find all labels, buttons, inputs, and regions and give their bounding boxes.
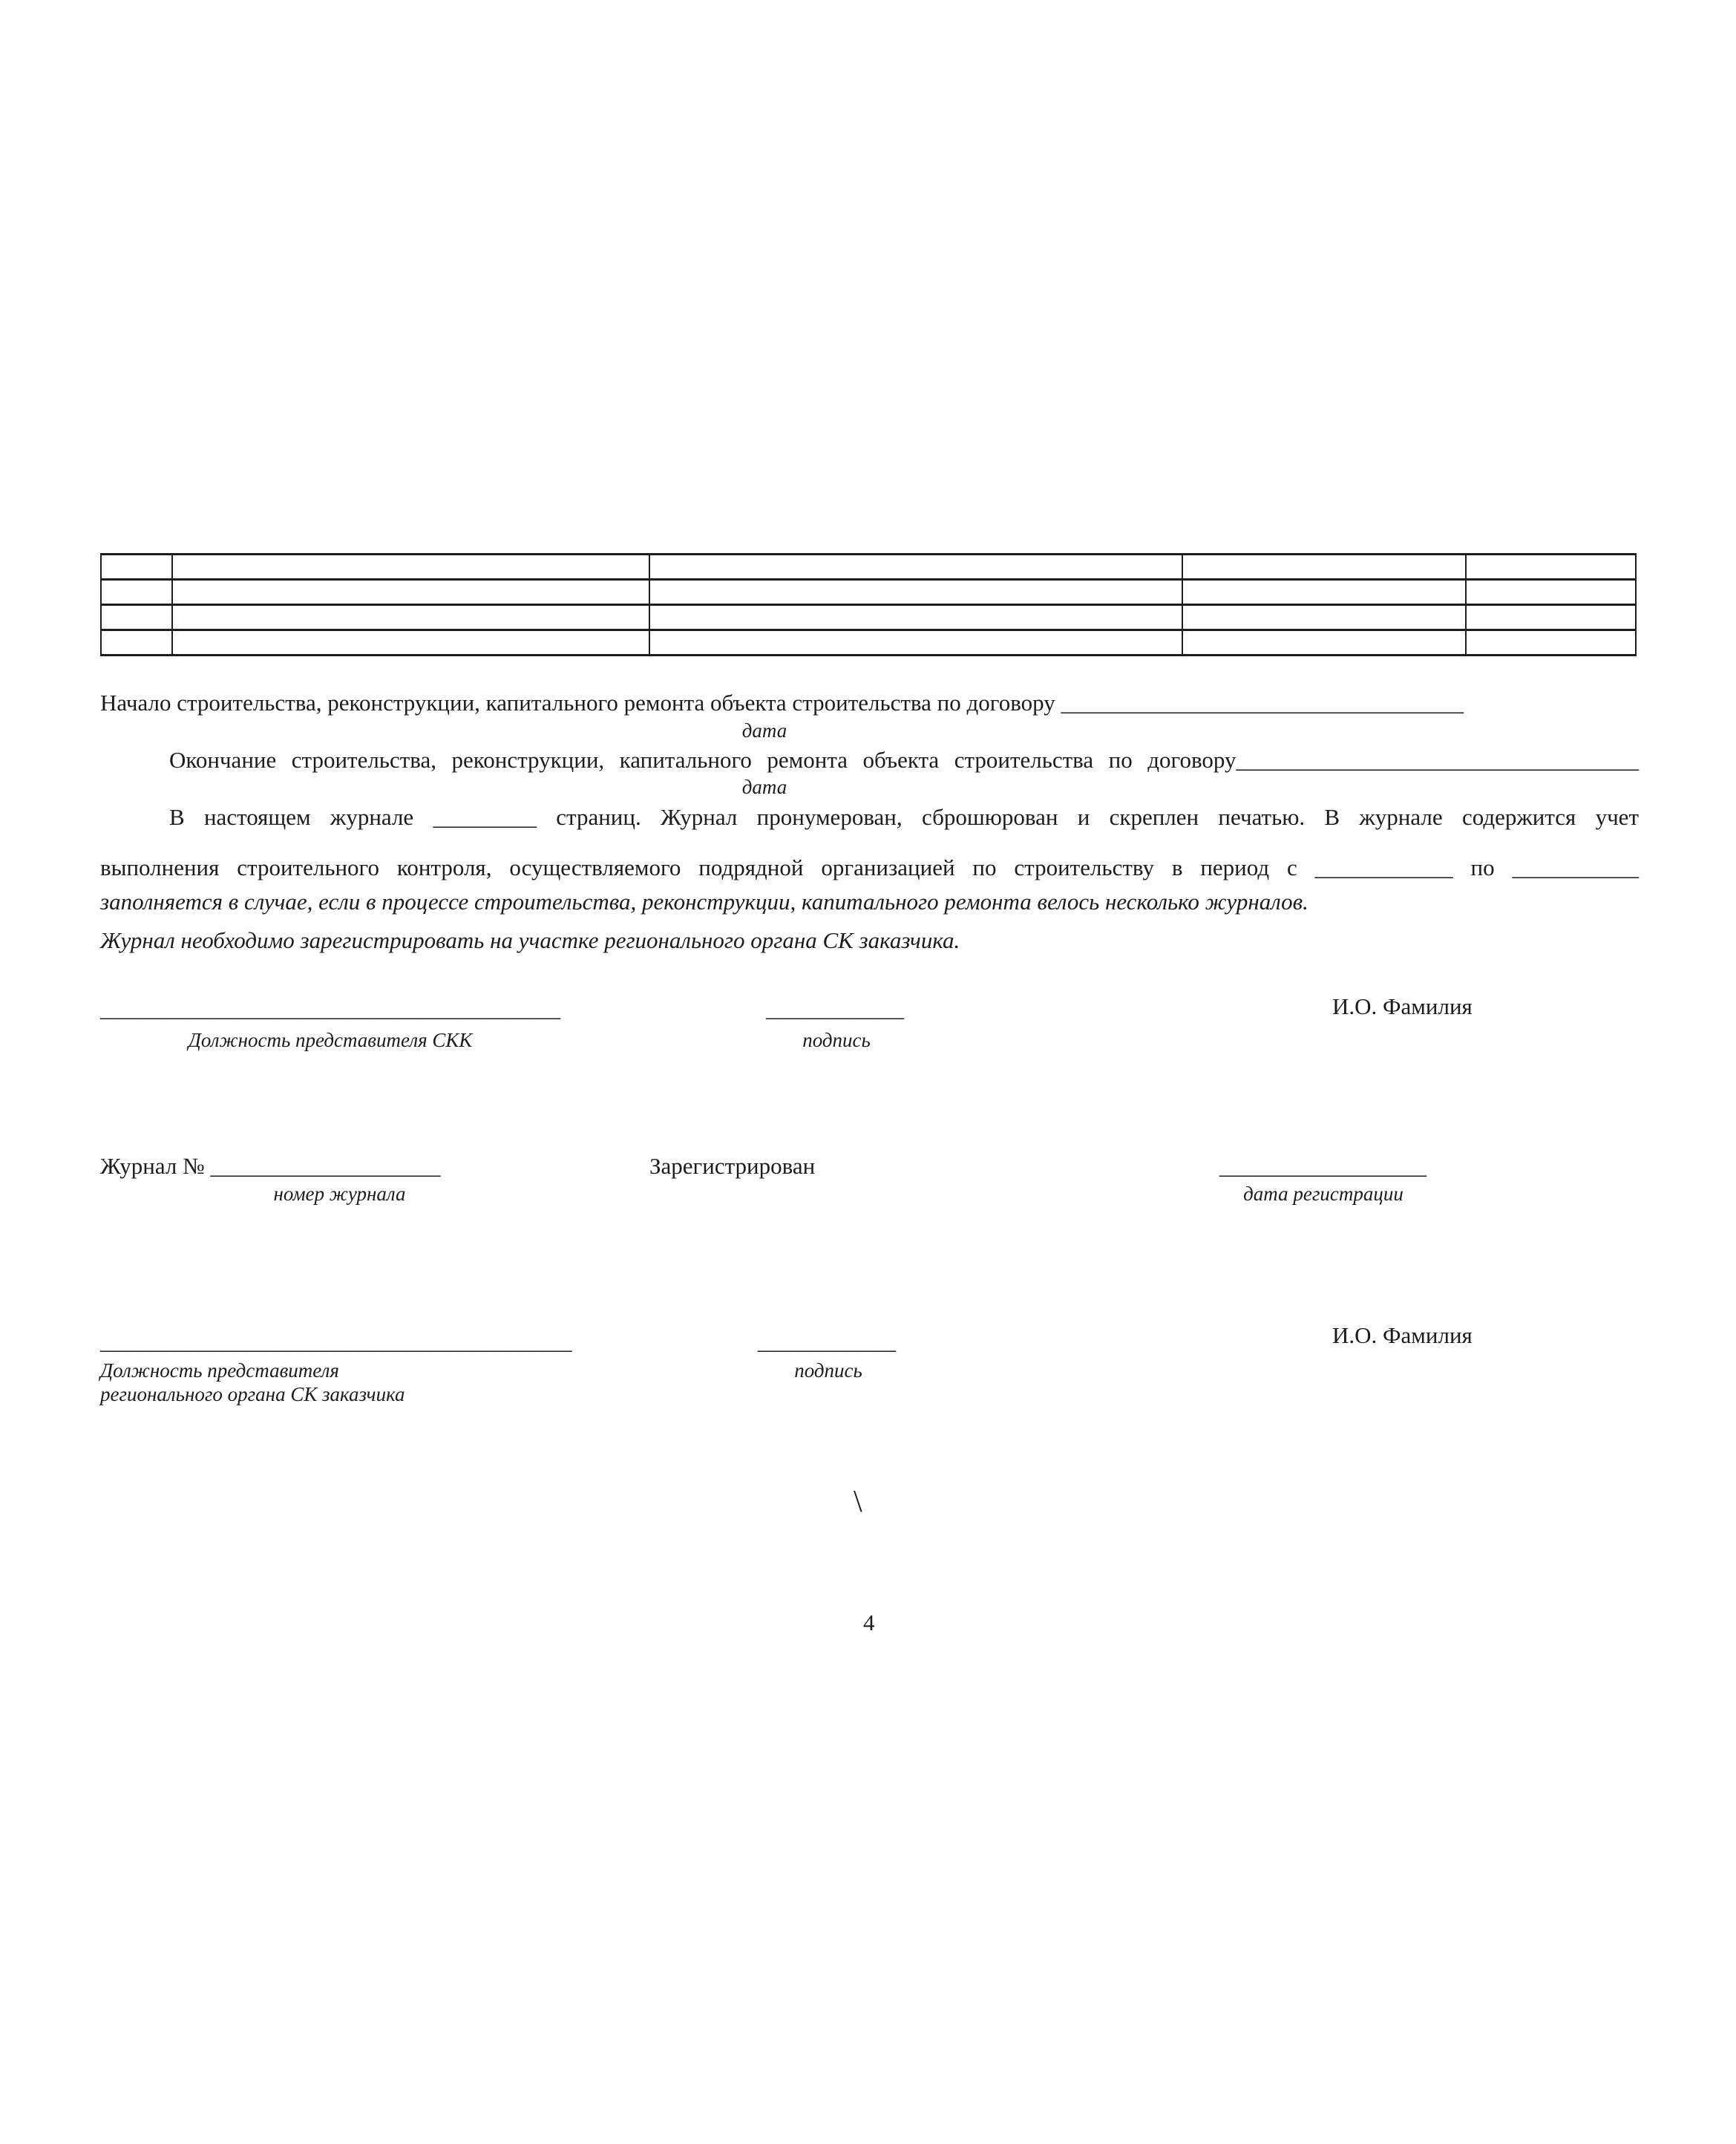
table-cell	[1466, 605, 1636, 630]
journal-pages-paragraph-line-2: выполнения строительного контроля, осуществляемого подрядной организацией по строительству в период с ____________ по ___________	[100, 854, 1639, 880]
journal-number-row	[100, 1152, 440, 1180]
table-cell	[1466, 555, 1636, 580]
table-cell	[172, 555, 649, 580]
table-cell	[1466, 630, 1636, 656]
table-cell	[1182, 605, 1467, 630]
regional-signature-blank-line: ____________	[758, 1328, 896, 1354]
regional-position-blank-line: _________________________________________	[100, 1328, 572, 1354]
table-cell	[172, 630, 649, 656]
regional-position-caption-line-1: Должность представителя	[100, 1359, 339, 1382]
journal-pages-paragraph-line-1: В настоящем журнале _________ страниц. Журнал пронумерован, сброшюрован и скреплен печатью. В журнале содержится учет	[169, 804, 1639, 830]
journal-number-label: Журнал №	[100, 1153, 211, 1179]
table-row	[101, 555, 1636, 580]
registration-date-caption: дата регистрации	[1243, 1183, 1403, 1205]
table-cell	[1182, 630, 1467, 656]
date-caption-1: дата	[741, 719, 787, 742]
journal-number-blank: ____________________	[210, 1153, 441, 1179]
regional-signatory-name: И.О. Фамилия	[1332, 1322, 1473, 1348]
empty-table	[100, 553, 1637, 656]
table-cell	[101, 555, 172, 580]
table-cell	[649, 555, 1182, 580]
regional-position-caption-line-2: регионального органа СК заказчика	[100, 1383, 405, 1405]
table-cell	[649, 605, 1182, 630]
page-number: 4	[863, 1609, 875, 1635]
table-cell	[172, 580, 649, 605]
registration-date-blank: __________________	[1219, 1153, 1427, 1179]
table-cell	[649, 580, 1182, 605]
skk-position-caption: Должность представителя СКК	[188, 1029, 473, 1051]
table-row	[101, 605, 1636, 630]
empty-table-body	[101, 555, 1636, 656]
table-cell	[1182, 580, 1467, 605]
table-cell	[101, 630, 172, 656]
table-cell	[1182, 555, 1467, 580]
table-cell	[172, 605, 649, 630]
footnote-several-journals: заполняется в случае, если в процессе строительства, реконструкции, капитального ремонта велось несколько журналов.	[100, 889, 1308, 915]
table-cell	[101, 580, 172, 605]
skk-signatory-name: И.О. Фамилия	[1332, 993, 1473, 1019]
journal-number-caption: номер журнала	[273, 1183, 406, 1205]
table-row	[101, 580, 1636, 605]
stray-backslash-mark: \	[854, 1485, 862, 1519]
table-cell	[101, 605, 172, 630]
table-cell	[1466, 580, 1636, 605]
end-of-construction-line: Окончание строительства, реконструкции, капитального ремонта объекта строительства по договору___________________________________	[169, 747, 1639, 773]
registered-label: Зарегистрирован	[649, 1153, 816, 1179]
skk-signature-blank-line: ____________	[766, 996, 904, 1022]
skk-signature-caption: подпись	[802, 1029, 871, 1051]
start-of-construction-line: Начало строительства, реконструкции, капитального ремонта объекта строительства по договору ___________________________________	[100, 690, 1464, 716]
footnote-register-journal: Журнал необходимо зарегистрировать на участке регионального органа СК заказчика.	[100, 927, 960, 953]
table-row	[101, 630, 1636, 656]
date-caption-2: дата	[741, 776, 787, 798]
regional-signature-caption: подпись	[794, 1359, 862, 1382]
table-cell	[649, 630, 1182, 656]
skk-position-blank-line: ________________________________________	[100, 996, 560, 1022]
